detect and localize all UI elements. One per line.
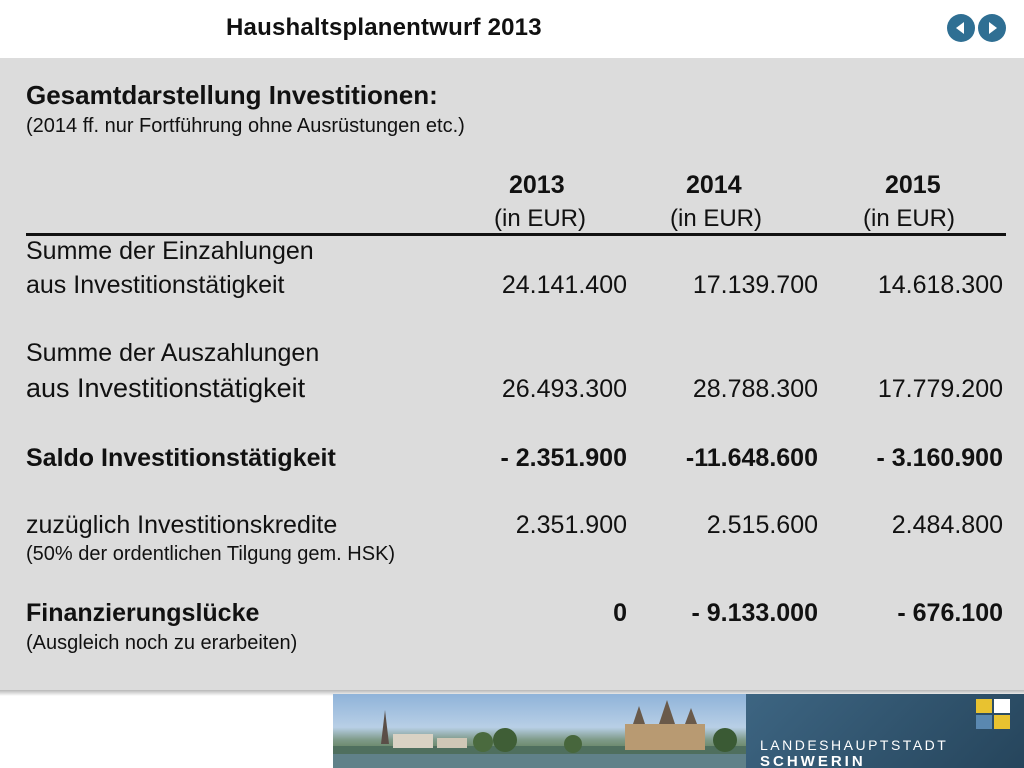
row-luecke-label: Finanzierungslücke (26, 599, 260, 627)
column-year-2015: 2015 (885, 171, 941, 199)
row-einzahlungen-label-1: Summe der Einzahlungen (26, 237, 314, 265)
row-luecke-2014: - 9.133.000 (691, 599, 818, 627)
arrow-right-icon (985, 21, 999, 35)
row-einzahlungen-2014: 17.139.700 (692, 271, 818, 299)
row-luecke-2013: 0 (613, 599, 627, 627)
row-kredite-note: (50% der ordentlichen Tilgung gem. HSK) (26, 543, 396, 565)
slide-title: Haushaltsplanentwurf 2013 (226, 14, 542, 41)
row-saldo-2013: - 2.351.900 (500, 444, 627, 472)
row-auszahlungen-label-1: Summe der Auszahlungen (26, 339, 320, 367)
row-einzahlungen-2015: 14.618.300 (877, 271, 1003, 299)
row-auszahlungen-2015: 17.779.200 (877, 375, 1003, 403)
column-year-2013: 2013 (509, 171, 565, 199)
row-luecke-note: (Ausgleich noch zu erarbeiten) (26, 632, 298, 654)
section-subheading: (2014 ff. nur Fortführung ohne Ausrüstungen etc.) (26, 115, 465, 137)
row-kredite-2013: 2.351.900 (515, 511, 627, 539)
row-auszahlungen-label-2: aus Investitionstätigkeit (26, 373, 306, 403)
slide-header (0, 0, 1024, 58)
column-unit-2013: (in EUR) (494, 205, 587, 232)
header-divider (26, 233, 1006, 236)
city-logo-icon (976, 699, 1016, 737)
row-einzahlungen-label-2: aus Investitionstätigkeit (26, 271, 285, 299)
row-auszahlungen-2014: 28.788.300 (692, 375, 818, 403)
column-unit-2014: (in EUR) (670, 205, 763, 232)
section-heading: Gesamtdarstellung Investitionen: (26, 80, 438, 110)
column-unit-2015: (in EUR) (863, 205, 956, 232)
row-saldo-2015: - 3.160.900 (876, 444, 1003, 472)
row-kredite-2015: 2.484.800 (891, 511, 1003, 539)
row-luecke-2015: - 676.100 (897, 599, 1003, 627)
row-saldo-label: Saldo Investitionstätigkeit (26, 444, 336, 472)
next-slide-button[interactable] (978, 14, 1006, 42)
column-year-2014: 2014 (686, 171, 742, 199)
row-auszahlungen-2013: 26.493.300 (501, 375, 627, 403)
footer-banner (333, 694, 1024, 768)
row-kredite-label: zuzüglich Investitionskredite (26, 511, 338, 539)
castle-skyline-icon (333, 694, 746, 768)
brand-city: SCHWERIN (760, 753, 866, 768)
row-einzahlungen-2013: 24.141.400 (501, 271, 627, 299)
previous-slide-button[interactable] (947, 14, 975, 42)
brand-prefix: LANDESHAUPTSTADT (760, 737, 949, 753)
row-kredite-2014: 2.515.600 (706, 511, 818, 539)
row-saldo-2014: -11.648.600 (685, 444, 818, 472)
city-panorama-image (333, 694, 746, 768)
arrow-left-icon (954, 21, 968, 35)
brand-wordmark (760, 737, 1024, 768)
